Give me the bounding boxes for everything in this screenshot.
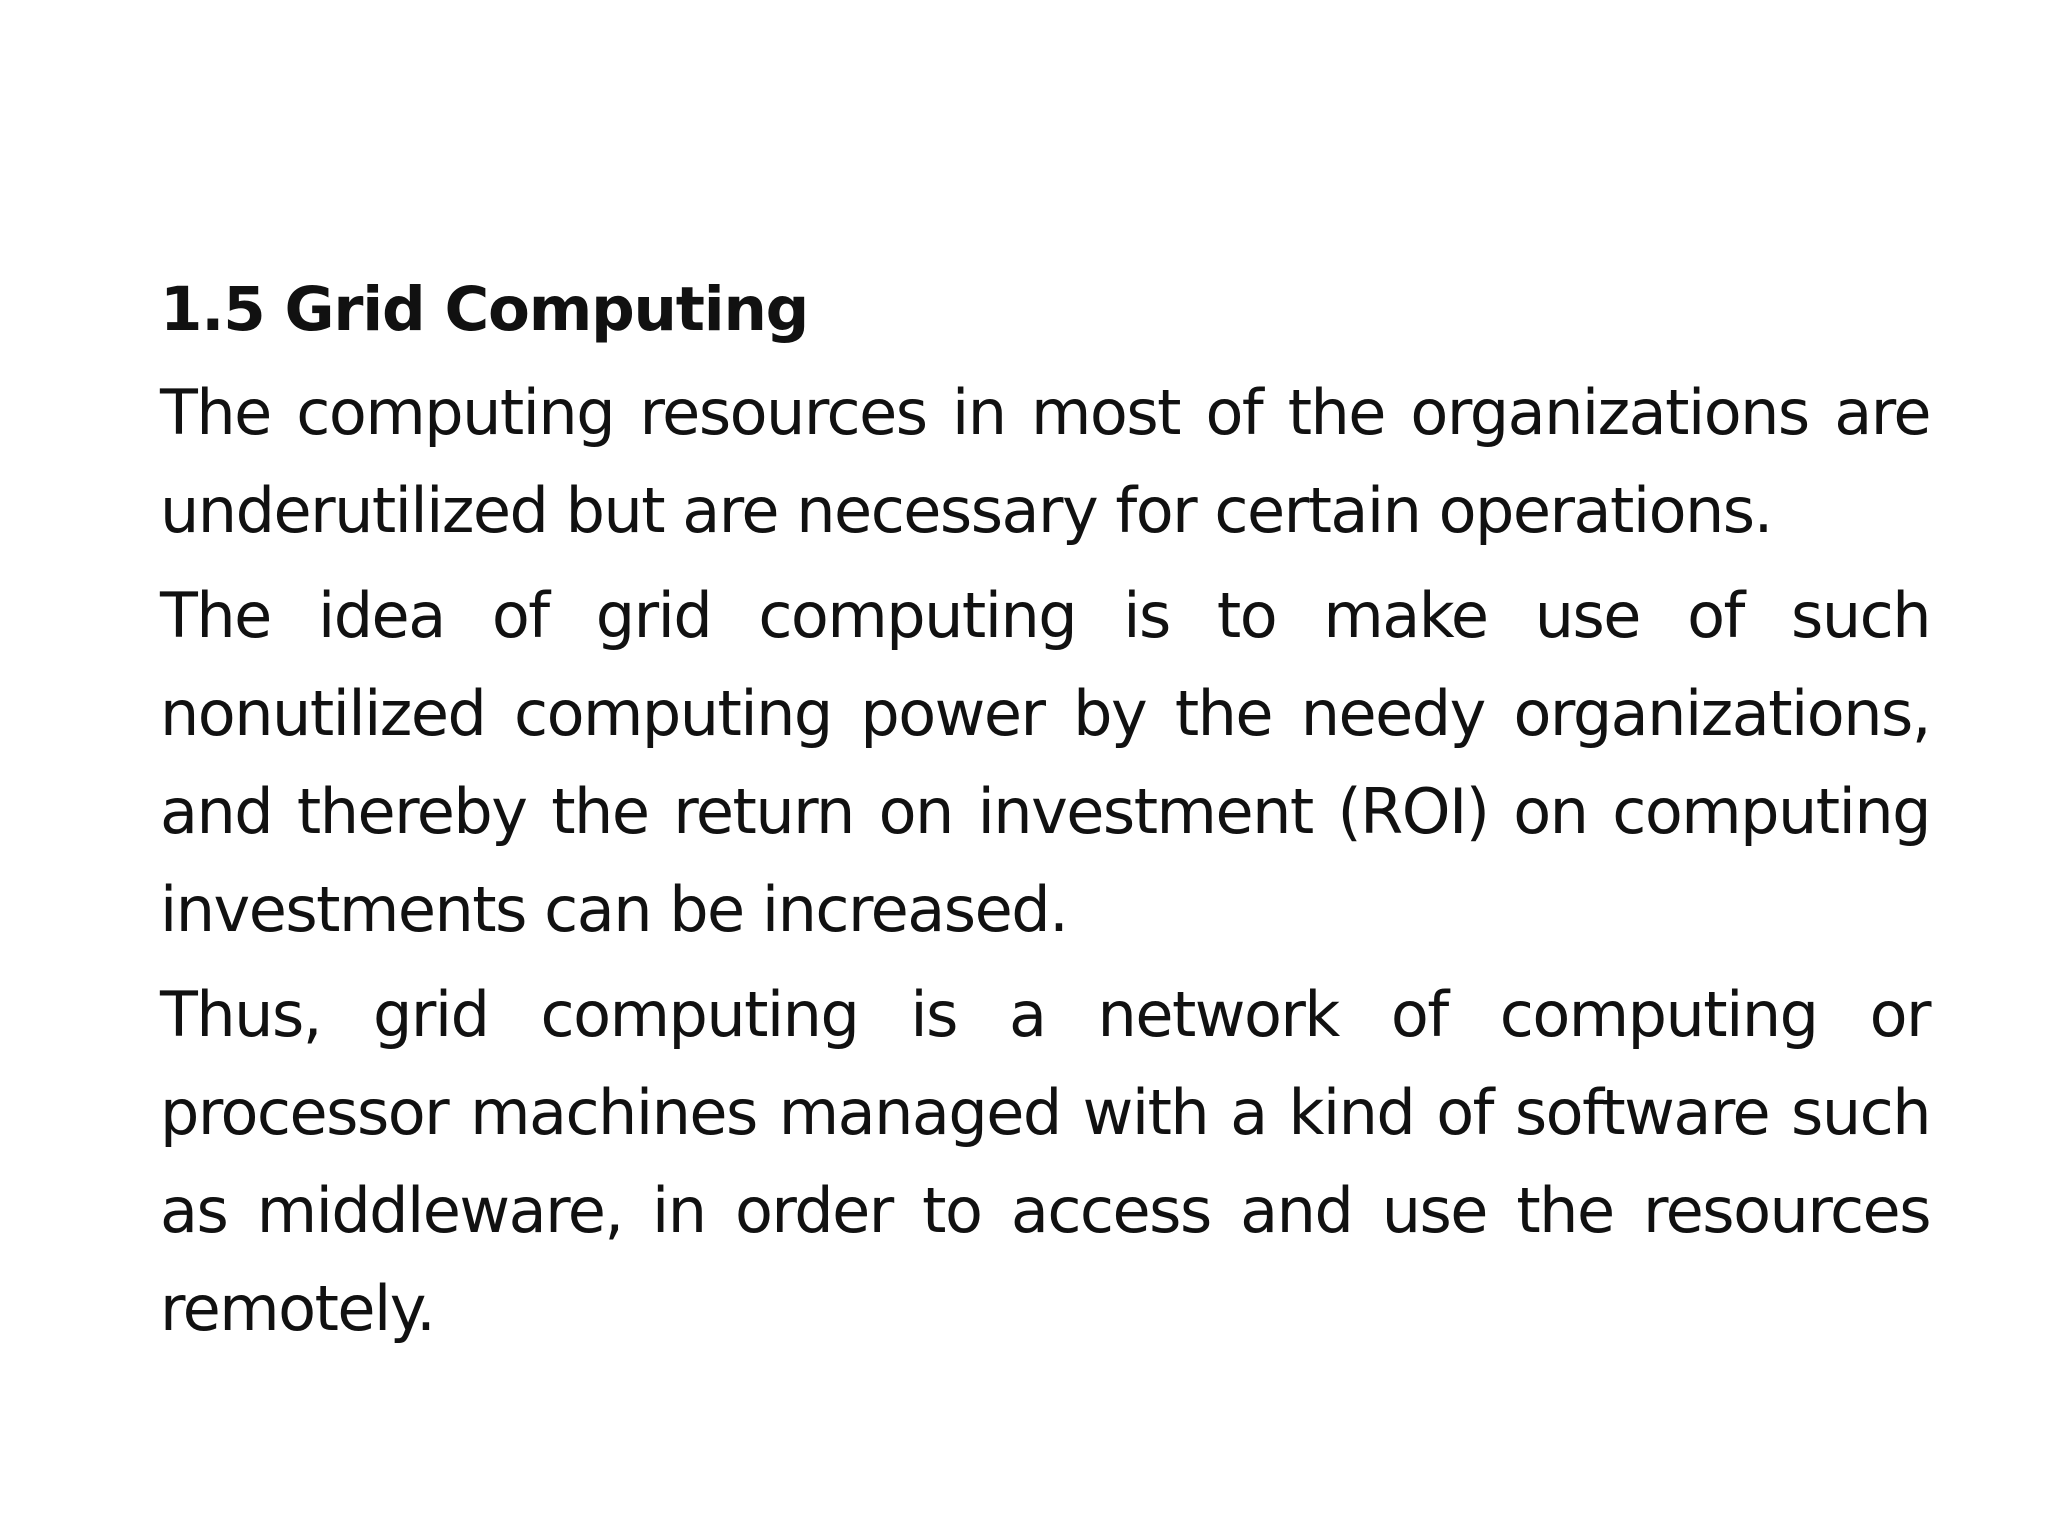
paragraph-underutilized-resources: The computing resources in most of the organizations are underutilized but are necessary for certain operations. [160,376,1930,547]
section-heading: 1.5 Grid Computing [160,274,809,345]
paragraph-grid-idea: The idea of grid computing is to make use of such nonutilized computing power by the needy organizations, and thereby the return on investment (ROI) on computing investments can be increased. [160,579,1930,946]
paragraph-grid-definition: Thus, grid computing is a network of computing or processor machines managed with a kind of software such as middleware, in order to access and use the resources remotely. [160,978,1930,1345]
slide-body [160,265,1930,1365]
